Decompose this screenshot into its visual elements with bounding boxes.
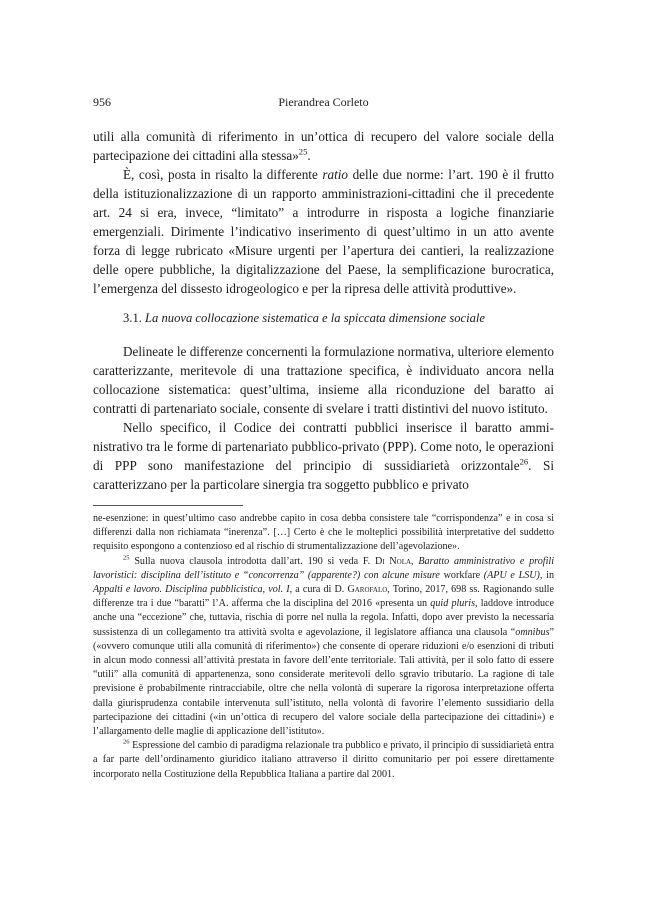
page-number: 956: [93, 95, 111, 109]
section-number: 3.1.: [123, 311, 142, 325]
footnote-continuation: ne-esenzione: in quest’ultimo caso andrebbe capito in cosa debba consistere tale “corrispondenza” e in cosa si differenzi dalla non richiamata “inerenza”. […] Certo è che le molteplici possibilità interpretative del suddetto requisito espongono a contenzioso ed al rischio di strumentalizzazione dell’agevolazione».: [93, 513, 554, 553]
footnote-divider: [93, 505, 243, 506]
section-heading: [123, 309, 554, 328]
page-body: [93, 127, 554, 782]
paragraph-ratio: È, così, posta in risalto la differente ratio delle due norme: l’art. 190 è il frutto della istituzionalizzazione di un rapporto amministrazioni-cittadini che il precedente art. 24 si era, invece, “limitato” a introdurre in risposta a logiche finanziarie emergenziali. Dirimente l’indicativo inserimento di quest’ultimo in un atto avente forza di legge rubricato «Misure urgenti per l’apertura dei cantieri, la realizzazione delle opere pubbliche, la digitalizzazione del Paese, la semplificazione burocratica, l’emergenza del dissesto idrogeologico e per la ripresa delle attività produttive».: [93, 167, 554, 296]
paragraph-differences: Delineate le differenze concernenti la formulazione normativa, ulteriore elemento caratterizzante, meritevole di una trattazione specifica, è individuato ancora nella collocazione sistematica: quest’ultima, insieme alla riconduzione del baratto ai contratti di partenariato sociale, consente di svelare i tratti distintivi del nuovo istituto.: [93, 344, 554, 416]
paragraph-ppp: Nello specifico, il Codice dei contratti pubblici inserisce il baratto amministrativo tra le forme di partenariato pubblico-privato (PPP). Come noto, le operazioni di PPP sono manifestazione del principio di sussidiarietà orizzontale$^{26}$. Si caratterizzano per la particolare sinergia tra soggetto pubblico e privato: [93, 420, 554, 492]
paragraph-continuation: utili alla comunità di riferimento in un’ottica di recupero del valore sociale della partecipazione dei cittadini alla stessa»$^{25}$.: [93, 129, 554, 163]
footnote-ref-25[interactable]: 25: [298, 146, 308, 157]
running-title: Pierandrea Corleto: [278, 95, 369, 109]
footnote-25: $^{25}$ Sulla nuova clausola introdotta dall’art. 190 si veda F. Di Nola, Baratto amministrativo e profili lavoristici: disciplina dell’istituto e “concorrenza” (apparente?) con alcune misure workfare (APU e LSU), in Appalti e lavoro. Disciplina pubblicistica, vol. I, a cura di D. Garofalo, Torino, 2017, 698 ss. Ragionando sulle differenze tra i due “baratti” l’A. afferma che la disciplina del 2016 «presenta un quid pluris, laddove introduce anche una “eccezione” che, tuttavia, rischia di porre nel nulla la regola. Infatti, dopo aver previsto la necessaria sussistenza di un collegamento tra attività svolta e agevolazione, il legislatore affianca una clausola “omnibus” («ovvero comunque utili alla comunità di riferimento») che consente di operare riduzioni e/o esenzioni di tributi in alcun modo connessi all’attività prestata in favore dell’ente territoriale. Tali attività, per il solo fatto di essere “utili” alla comunità di appartenenza, sono considerate meritevoli dello sgravio tributario. La ragione di tale previsione è probabilmente rintracciabile, oltre che nella volontà di superare la rigorosa interpretazione offerta dalla giurisprudenza contabile intervenuta sull’istituto, nella volontà di favorire l’elemento sussidiario della partecipazione dei cittadini («in un’ottica di recupero del valore sociale della partecipazione dei cittadini») e l’allargamento delle maglie di applicazione dell’istituto».: [93, 554, 555, 738]
page-header: [93, 94, 554, 110]
footnote-26: $^{26}$ Espressione del cambio di paradigma relazionale tra pubblico e privato, il principio di sussidiarietà entra a far parte dell’ordinamento giuridico italiano attraverso il diritto comunitario per poi essere direttamente incorporato nella Costituzione della Repubblica Italiana a partire dal 2001.: [93, 738, 554, 780]
section-title: La nuova collocazione sistematica e la spiccata dimensione sociale: [145, 311, 486, 325]
footnote-ref-26[interactable]: 26: [519, 456, 529, 467]
